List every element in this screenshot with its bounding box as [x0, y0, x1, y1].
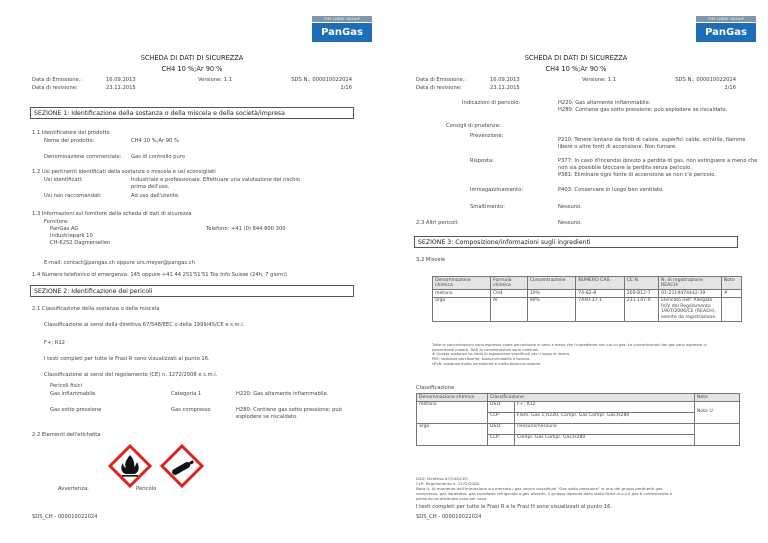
page-2 [384, 0, 768, 543]
s13-heading: 1.3 Informazioni sul fornitore della scheda di dati di sicurezza [32, 211, 192, 217]
issue-label: Data di Emissione.: [32, 77, 83, 83]
r-phrases-note: I testi completi per tutte le Frasi R sono visualizzati al punto 16. [44, 356, 210, 362]
revision-date: 23.11.2015 [106, 85, 136, 91]
gas-cylinder-pictogram [160, 444, 204, 488]
cell: Compr. Gas Compr. Gas;H280 [515, 434, 695, 445]
cell: 200-812-7 [624, 290, 658, 298]
issue-date: 16.09.2013 [490, 77, 520, 83]
cell: Nota U [695, 401, 740, 423]
disposal-label: Smaltimento: [470, 204, 505, 210]
logo-tagline: THE LINDE GROUP [696, 16, 756, 22]
note-line: vPvB: sostanza molto persistente e molto bioaccumulabile. [432, 361, 542, 366]
page-footer: SDS_CH - 000010022024 [416, 514, 482, 520]
physical-hazards-label: Pericoli fisici [50, 383, 82, 389]
page-number: 2/16 [724, 85, 736, 91]
cell: DSD: [488, 423, 515, 434]
hazard-category: Categoria 1 [171, 391, 202, 397]
cell: DSD: [488, 401, 515, 412]
table-row [417, 401, 740, 412]
column-header: Note [721, 277, 741, 290]
section-1-bar: SEZIONE 1: Identificazione della sostanza o della miscela e della società/impresa [30, 107, 354, 119]
logo-tagline: THE LINDE GROUP [312, 16, 372, 22]
mixtures-table [432, 276, 742, 322]
s14-heading: 1.4 Numero telefonico di emergenza: 145 oppure +41 44 251'51'51 Tox Info Suisse (24h, 7 giorni) [32, 272, 287, 278]
warning-value: Pericolo [136, 486, 157, 492]
precautionary-label: Consigli di prudenza: [446, 123, 501, 129]
not-recommended-label: Usi non raccomandati [44, 193, 101, 199]
r-h-phrases-note: I testi completi per tutte le Frasi R e le Frasi H sono visualizzati al punto 16. [416, 504, 613, 510]
mixture-notes [432, 343, 707, 367]
table-row [433, 297, 742, 321]
s21-heading: 2.1 Classificazione della sostanza o della miscela [32, 306, 160, 312]
s11-heading: 1.1 Identificatore del prodotto [32, 130, 110, 136]
cell: F+; R12 [515, 401, 695, 412]
product-name-value: CH4 10 %;Ar 90 % [131, 138, 179, 144]
supplier-line: PanGas AG [50, 226, 79, 232]
column-header: Classificazione [488, 394, 695, 402]
disposal-value: Nessuno. [558, 204, 582, 210]
hazard-class: Gas sotto pressione [50, 407, 102, 413]
cell: 7440-37-1 [576, 297, 625, 321]
column-header: N. di registrazione REACH: [659, 277, 722, 290]
hazard-statement-line: H280: Contiene gas sotto pressione; può esplodere se riscaldato. [558, 107, 728, 113]
section-2-bar: SEZIONE 2: Identificazione dei pericoli [30, 285, 354, 297]
table-header-row [417, 394, 740, 402]
supplier-email[interactable]: E-mail: contact@pangas.ch oppure urs.meyer@pangas.ch [44, 260, 195, 266]
product-title: CH4 10 %;Ar 90 % [545, 65, 607, 73]
pangas-logo [312, 16, 372, 42]
storage-value: P403: Conservare in luogo ben ventilato. [558, 187, 664, 193]
storage-label: Immagazzinamento: [470, 187, 524, 193]
cell: 01-2119474442-39 [659, 290, 722, 298]
s12-heading: 1.2 Usi pertinenti identificati della sostanza o miscela e usi sconsigliati [32, 169, 216, 175]
footnote-line: pertanto va attribuito caso per caso. [416, 496, 488, 501]
hazard-statement: H220: Gas altamente infiammabile. [236, 391, 329, 397]
cell: CH4 [491, 290, 528, 298]
sds-number: SDS N.: 000010022024 [291, 77, 352, 83]
cell: 10% [527, 290, 576, 298]
logo-name: PanGas [312, 23, 372, 42]
revision-date: 23.11.2015 [490, 85, 520, 91]
page-number: 1/16 [340, 85, 352, 91]
cell [695, 423, 740, 445]
note-line: percentuale molare. Tutti le concentrazioni sono nominali. [432, 347, 540, 352]
not-recommended-value: Ad uso dell'utente. [131, 193, 180, 199]
response-line: non sia possibile bloccare la perdita senza pericolo. [558, 165, 692, 171]
supplier-line: CH-6252 Dagmersellen [50, 240, 111, 246]
table-header-row [433, 277, 742, 290]
version: Versione: 1.1 [198, 77, 232, 83]
sheet-title: SCHEDA DI DATI DI SICUREZZA [140, 54, 244, 62]
product-title: CH4 10 %;Ar 90 % [161, 65, 223, 73]
column-header: NUMERO CAS: [576, 277, 625, 290]
column-header: Concentrazione [527, 277, 576, 290]
other-hazards-label: 2.3 Altri pericoli: [416, 220, 459, 226]
footnote-line: Nota U: Al momento dell'immissione sul mercato i gas vanno classificati "Gas sotto pressione" in uno dei gruppi pertinenti gas [416, 486, 663, 491]
product-name-label: Nome del prodotto: [44, 138, 95, 144]
prevention-label: Prevenzione: [470, 133, 504, 139]
trade-name-value: Gas di controllo puro [131, 154, 185, 160]
directive-label: Classificazione ai sensi della direttiva 67/548/EEC o della 1999/45/CE e s.m.i. [44, 322, 245, 328]
response-label: Risposta: [470, 158, 494, 164]
s22-heading: 2.2 Elementi dell'etichetta [32, 432, 101, 438]
column-header: Denominazione chimica [433, 277, 491, 290]
cell: Ar [491, 297, 528, 321]
logo-name: PanGas [696, 23, 756, 42]
hazard-category: Gas compresso [171, 407, 211, 413]
regulation-label: Classificazione ai sensi del regolamento (CE) n. 1272/2008 e s.m.i. [44, 372, 218, 378]
column-header: Note [695, 394, 740, 402]
table-row [433, 290, 742, 298]
cell: 90% [527, 297, 576, 321]
hazard-statement: H280: Contiene gas sotto pressione; può esplodere se riscaldato. [236, 407, 342, 420]
sds-number: SDS N.: 000010022024 [675, 77, 736, 83]
response-line: P377: In caso d'incendio dovuto a perdita di gas, non estinguere a meno che [558, 158, 758, 164]
version: Versione: 1.1 [582, 77, 616, 83]
directive-value: F+; R12 [44, 340, 65, 346]
supplier-phone: Telefono: +41 (0) 844 800 300 [206, 226, 286, 232]
cell: argo [417, 423, 488, 445]
footnote-line: DSD: Direttiva 67/548/CEE. [416, 476, 469, 481]
prevention-line: libere o altre fonti di accensione. Non fumare. [558, 144, 678, 150]
column-header: Formula chimica [491, 277, 528, 290]
footnote-line: compresso, gas liquefatto, gas liquefatto refrigerato o gas dissolto. Il gruppo dipende dallo stato fisico in cui il gas è confezionato e [416, 491, 673, 496]
cell: Flam. Gas 1;H220, Compr. Gas Compr. Gas;H280 [515, 412, 695, 423]
note-line: Tutte le concentrazioni sono espresse come percentuale in peso a meno che l'ingrediente non sia un gas. Le concentrazioni dei gas sono espresse in [432, 343, 707, 347]
classification-label: Classificazione [416, 385, 455, 391]
other-hazards-value: Nessuno. [558, 220, 582, 226]
revision-label: Data di revisione: [32, 85, 78, 91]
cell: nessuno/nessuna [515, 423, 695, 434]
prevention-line: P210: Tenere lontano da fonti di calore, superfici calde, scintille, fiamme [558, 137, 746, 143]
note-line: # Questa sostanza ha limiti di esposizione specificati per il luogo di lavoro. [432, 352, 571, 357]
table-row [417, 423, 740, 434]
cell [721, 297, 741, 321]
response-line: P381: Eliminare ogni fonte di accensione se non c'è pericolo. [558, 172, 716, 178]
warning-label: Avvertenza: [58, 486, 89, 492]
uses-value: Industriale e professionale. Effettuare una valutazione del rischio prima dell'uso. [131, 177, 301, 190]
cell: argo [433, 297, 491, 321]
page-footer: SDS_CH - 000010022024 [32, 514, 98, 520]
cell: metano [417, 401, 488, 423]
column-header: Denominazione chimica [417, 394, 488, 402]
trade-name-label: Denominazione commerciale: [44, 154, 122, 160]
section-3-bar: SEZIONE 3: Composizione/informazioni sugli ingredienti [414, 236, 738, 248]
cell: CLP: [488, 434, 515, 445]
cell: # [721, 290, 741, 298]
hazard-statements-label: Indicazioni di pericolo: [462, 100, 521, 106]
issue-label: Data di Emissione.: [416, 77, 467, 83]
uses-label: Usi identificati: [44, 177, 83, 183]
hazard-class: Gas infiammabile [50, 391, 96, 397]
cell: Elencato nell' Allegato IV/V del Regolamento 1907/2006/CE (REACH), esente da registrazione. [659, 297, 722, 321]
column-header: CE N. [624, 277, 658, 290]
classification-table [416, 393, 740, 446]
pangas-logo [696, 16, 756, 42]
s32-heading: 3.2 Miscele [416, 257, 446, 263]
supplier-label: Fornitore: [44, 219, 69, 225]
flame-pictogram [108, 444, 152, 488]
classification-footnotes [416, 476, 672, 501]
cell: 231-147-0 [624, 297, 658, 321]
footnote-line: CLP: Regolamento n. 1272/2008. [416, 481, 481, 486]
revision-label: Data di revisione: [416, 85, 462, 91]
sheet-title: SCHEDA DI DATI DI SICUREZZA [524, 54, 628, 62]
cell: CLP: [488, 412, 515, 423]
hazard-statement-line: H220: Gas altamente infiammabile. [558, 100, 651, 106]
issue-date: 16.09.2013 [106, 77, 136, 83]
cell: 74-82-8 [576, 290, 625, 298]
note-line: PBT: sostanza persistente, bioaccumulabile e tossica. [432, 357, 531, 362]
supplier-line: Industriepark 10 [50, 233, 93, 239]
cell: metano [433, 290, 491, 298]
